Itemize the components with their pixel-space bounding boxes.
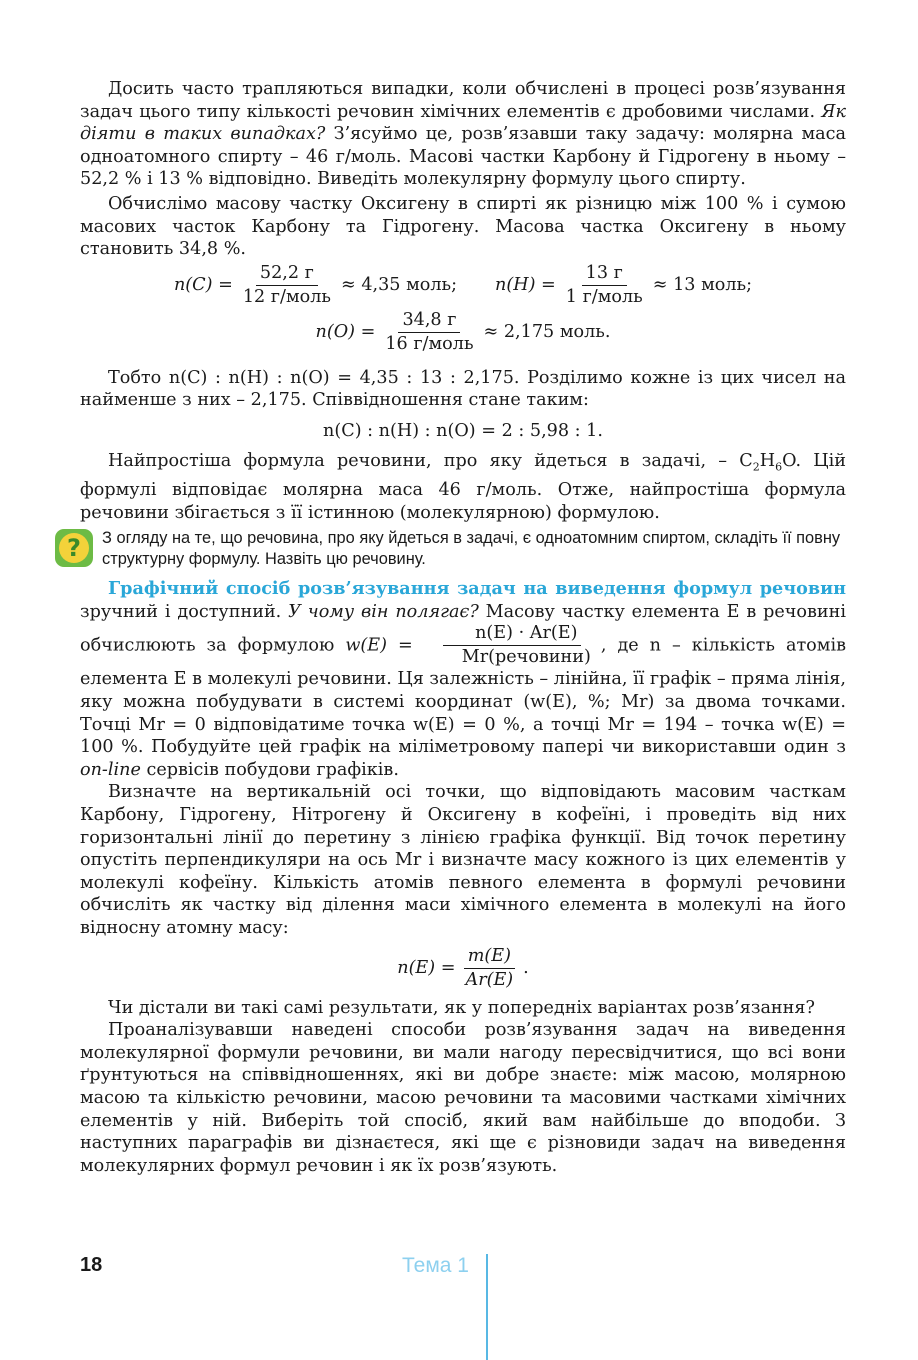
paragraph-ratio: Тобто n(C) : n(H) : n(O) = 4,35 : 13 : 2,175. Розділимо кожне із цих чисел на найменше з них – 2,175. Співвідношення стане таким:: [80, 367, 846, 411]
method-question: У чому він полягає?: [288, 601, 479, 622]
fraction-numerator: 52,2 г: [256, 263, 318, 286]
paragraph-intro: [80, 78, 846, 191]
eq-c-result: ≈ 4,35 моль;: [340, 275, 458, 296]
w-formula-lhs: w(E) =: [345, 635, 413, 656]
fraction-hydrogen: [562, 263, 647, 308]
formula-c2h6o: $C_2H_6O$.: [739, 450, 802, 474]
paragraph-formula: [80, 450, 846, 524]
method-text: Масову частку елемента Е в речовині обчислюють за формулою: [80, 601, 847, 656]
intro-question: Як діяти в таких випадках?: [80, 101, 847, 145]
equation-carbon-hydrogen: [80, 263, 846, 308]
eq-o-lhs: n(O) =: [315, 322, 376, 343]
equation-oxygen: [80, 310, 846, 355]
method-explanation: , де n – кількість атомів елемента Е в молекулі речовини. Ця залежність – лінійна, її графік – пряма лінія, яку можна побудувати в системі координат (w(E), %; Mr) за двома точками. Точці Mr = 0 відповідатиме точка w(E) = 0 %, а точці Mr = 194 – точка w(E) = 100 %. Побудуйте цей графік на міліметровому папері чи використавши один з: [80, 635, 846, 758]
fraction-denominator: 16 г/моль: [385, 333, 474, 354]
fraction-oxygen: [381, 310, 477, 355]
eq-n-end: .: [523, 958, 529, 979]
paragraph-graphic-method: [80, 578, 846, 781]
question-text: З огляду на те, що речовина, про яку йдеться в задачі, є одноатомним спиртом, складіть її повну структурну формулу. Назвіть цю речовину.: [102, 529, 841, 569]
eq-h-result: ≈ 13 моль;: [652, 275, 753, 296]
fraction-numerator: n(E) · Ar(E): [443, 623, 581, 646]
heading-continuation: зручний і доступний.: [80, 601, 282, 622]
paragraph-oxygen: Обчислімо масову частку Оксигену в спирті як різницю між 100 % і сумою масових часток Карбону та Гідрогену. Масова частка Оксигену в ньому становить 34,8 %.: [80, 193, 846, 260]
online-term: on-line: [80, 759, 141, 780]
eq-h-lhs: n(H) =: [495, 275, 556, 296]
eq-n-lhs: n(E) =: [397, 958, 456, 979]
fraction-atoms: [461, 946, 517, 991]
formula-conclusion: Цій формулі відповідає молярна маса 46 г/моль. Отже, найпростіша формула речовини збігається з її істинною (молекулярною) формулою.: [80, 450, 846, 523]
fraction-carbon: [239, 263, 335, 308]
footer-divider: [486, 1254, 488, 1360]
fraction-numerator: 13 г: [582, 263, 627, 286]
question-mark-icon: [54, 528, 94, 568]
paragraph-conclusion: Проаналізувавши наведені способи розв’язування задач на виведення молекулярної формули речовини, ви мали нагоду пересвідчитися, що всі вони ґрунтуються на співвідношеннях, які ви добре знаєте: між масою, молярною масою та кількістю речовини, масою речовини та масовими частками хімічних елементів у ній. Виберіть той спосіб, який вам найбільше до вподоби. З наступних параграфів ви дізнаєтеся, які ще є різновиди задач на виведення молекулярних формул речовин і як їх розв’язують.: [80, 1020, 846, 1176]
eq-c-lhs: n(C) =: [173, 275, 233, 296]
formula-intro: Найпростіша формула речовини, про яку йдеться в задачі, –: [108, 450, 728, 471]
fraction-denominator: Ar(E): [465, 969, 514, 990]
page-content: [67, 78, 847, 1177]
intro-text: Досить часто трапляються випадки, коли обчислені в процесі розв’язування задач цього типу кількості речовин хімічних елементів є дробовими числами.: [80, 79, 846, 122]
question-block: [54, 528, 846, 570]
section-heading: Графічний спосіб розв’язування задач на виведення формул речовин: [108, 578, 846, 600]
fraction-denominator: Mr(речовини): [461, 647, 591, 668]
footer-theme: Тема 1: [402, 1254, 469, 1277]
eq-o-result: ≈ 2,175 моль.: [483, 322, 611, 343]
fraction-numerator: 34,8 г: [398, 310, 460, 333]
fraction-numerator: m(E): [464, 946, 515, 969]
fraction-denominator: 12 г/моль: [242, 286, 331, 307]
paragraph-caffeine: Визначте на вертикальній осі точки, що відповідають масовим часткам Карбону, Гідрогену, Нітрогену й Оксигену в кофеїні, і проведіть від них горизонтальні лінії до перетину з лінією графіка функції. Від точок перетину опустіть перпендикуляри на ось Mr і визначте масу кожного із цих елементів у молекулі кофеїну. Кількість атомів певного елемента в формулі речовини обчисліть як частку від ділення маси хімічного елемента в молекулі на його відносну атомну масу:: [80, 782, 846, 938]
paragraph-results-question: Чи дістали ви такі самі результати, як у попередніх варіантах розв’язання?: [108, 997, 815, 1018]
fraction-mass-share: [430, 623, 595, 668]
equation-ratio: n(C) : n(H) : n(O) = 2 : 5,98 : 1.: [323, 420, 603, 441]
equation-atoms: [80, 946, 846, 991]
svg-text:?: ?: [67, 534, 81, 563]
intro-task: З’ясуймо це, розв’язавши таку задачу: молярна маса одноатомного спирту – 46 г/моль. Масові частки Карбону й Гідрогену в ньому – 52,2 % і 13 % відповідно. Виведіть молекулярну формулу цього спирту.: [80, 124, 846, 190]
fraction-denominator: 1 г/моль: [565, 286, 643, 307]
method-end: сервісів побудови графіків.: [146, 759, 399, 780]
page-number: 18: [80, 1254, 103, 1276]
